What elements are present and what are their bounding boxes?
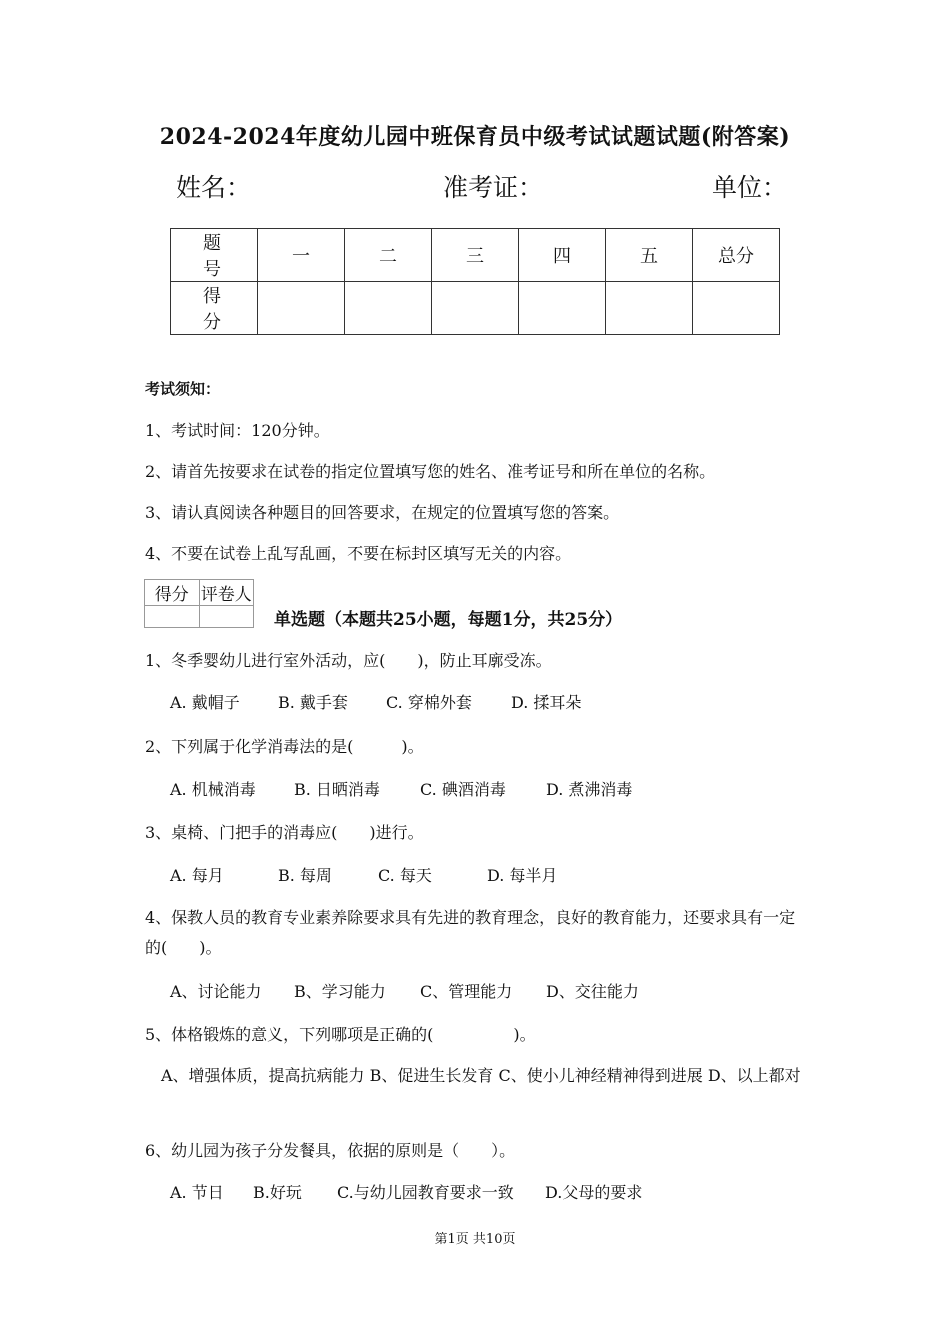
grader-name-cell[interactable]: [199, 606, 254, 628]
question-stem: 6、幼儿园为孩子分发餐具，依据的原则是（ ）。: [145, 1141, 516, 1160]
grader-score-cell[interactable]: [145, 606, 200, 628]
notice-item: 4、不要在试卷上乱写乱画，不要在标封区填写无关的内容。: [145, 544, 572, 563]
page-footer: 第1页 共10页: [434, 1232, 516, 1247]
exam-title: 2024-2024年度幼儿园中班保育员中级考试试题试题(附答案): [159, 124, 791, 150]
question-options: [170, 777, 632, 800]
score-header-cell: 总分: [693, 229, 780, 282]
score-header-cell: 二: [345, 229, 432, 282]
option[interactable]: A、讨论能力: [170, 982, 262, 1001]
option[interactable]: B.好玩: [253, 1183, 302, 1202]
score-input-cell[interactable]: [345, 282, 432, 335]
score-input-cell[interactable]: [258, 282, 345, 335]
grader-name-label: 评卷人: [199, 580, 254, 606]
question-options: [170, 863, 557, 886]
option[interactable]: C.与幼儿园教育要求一致: [337, 1183, 514, 1202]
option[interactable]: D.父母的要求: [545, 1183, 643, 1202]
score-header-cell: 四: [519, 229, 606, 282]
score-header-cell: 一: [258, 229, 345, 282]
option[interactable]: C. 穿棉外套: [386, 693, 472, 712]
question-stem: 2、下列属于化学消毒法的是( )。: [145, 737, 424, 756]
notice-heading: 考试须知：: [145, 380, 221, 398]
option[interactable]: B. 日晒消毒: [294, 780, 380, 799]
section-title: 单选题（本题共25小题，每题1分，共25分）: [274, 610, 623, 630]
grader-score-label: 得分: [145, 580, 200, 606]
question-stem: 1、冬季婴幼儿进行室外活动，应( )，防止耳廓受冻。: [145, 651, 552, 670]
question-options: [170, 979, 639, 1002]
score-header-cell: 题 号: [171, 229, 258, 282]
score-input-cell[interactable]: [519, 282, 606, 335]
score-header-cell: 五: [606, 229, 693, 282]
option[interactable]: A. 戴帽子: [170, 693, 240, 712]
question-stem: 5、体格锻炼的意义，下列哪项是正确的( )。: [145, 1025, 536, 1044]
notice-item: 3、请认真阅读各种题目的回答要求，在规定的位置填写您的答案。: [145, 503, 620, 522]
option[interactable]: C. 每天: [378, 866, 432, 885]
score-table: [170, 228, 780, 335]
option[interactable]: D. 煮沸消毒: [546, 780, 633, 799]
option[interactable]: B. 每周: [278, 866, 332, 885]
candidate-info: [176, 168, 788, 204]
question-options: [170, 690, 581, 713]
name-label: 姓名：: [176, 173, 252, 202]
question-stem: 3、桌椅、门把手的消毒应( )进行。: [145, 823, 424, 842]
score-table-header-row: [171, 229, 780, 282]
notice-item: 2、请首先按要求在试卷的指定位置填写您的姓名、准考证号和所在单位的名称。: [145, 462, 716, 481]
question-options: [170, 1180, 642, 1203]
option[interactable]: B、学习能力: [294, 982, 386, 1001]
question-options-text: A、增强体质，提高抗病能力 B、促进生长发育 C、使小儿神经精神得到进展 D、以上都对: [145, 1066, 801, 1085]
score-table-score-row: [171, 282, 780, 335]
option[interactable]: A. 机械消毒: [170, 780, 256, 799]
option[interactable]: A. 每月: [170, 866, 224, 885]
option[interactable]: C、管理能力: [420, 982, 513, 1001]
option[interactable]: C. 碘酒消毒: [420, 780, 506, 799]
score-row-label: 得 分: [171, 282, 258, 335]
question-stem: 4、保教人员的教育专业素养除要求具有先进的教育理念，良好的教育能力，还要求具有一定的( )。: [145, 908, 796, 957]
score-input-cell[interactable]: [693, 282, 780, 335]
exam-id-label: 准考证：: [443, 173, 544, 202]
score-input-cell[interactable]: [432, 282, 519, 335]
notice-item: 1、考试时间：120分钟。: [145, 421, 330, 440]
score-input-cell[interactable]: [606, 282, 693, 335]
option[interactable]: D、交往能力: [546, 982, 639, 1001]
unit-label: 单位：: [712, 173, 788, 202]
option[interactable]: B. 戴手套: [278, 693, 348, 712]
option[interactable]: D. 揉耳朵: [511, 693, 582, 712]
option[interactable]: D. 每半月: [487, 866, 558, 885]
score-header-cell: 三: [432, 229, 519, 282]
grader-box: [144, 579, 254, 628]
option[interactable]: A. 节日: [170, 1183, 224, 1202]
